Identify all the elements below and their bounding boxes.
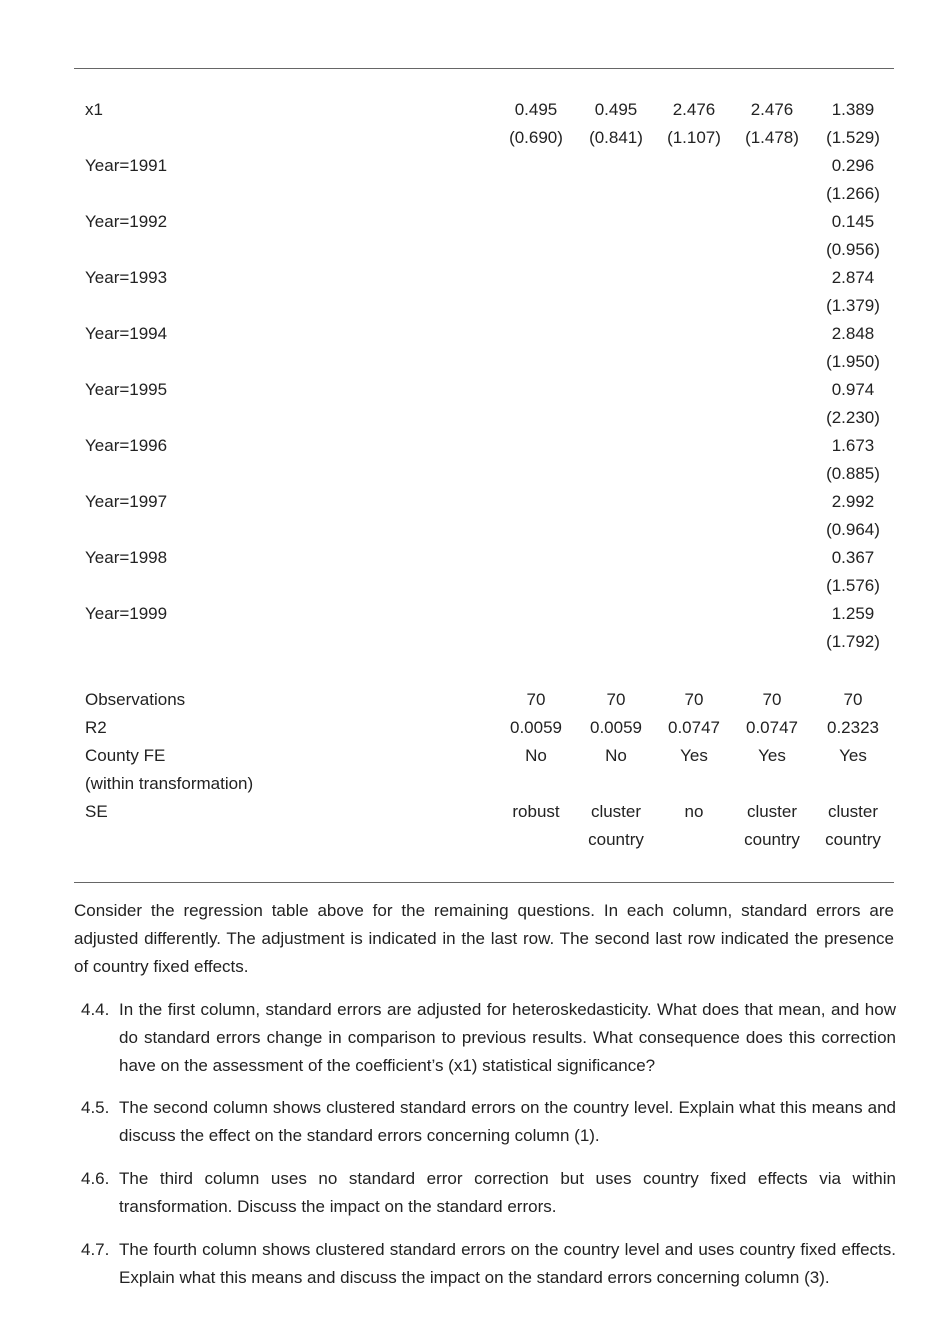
se-type-cell: no <box>684 802 704 821</box>
se-cell: (1.478) <box>745 128 799 147</box>
r2-cell: 0.0059 <box>590 718 642 737</box>
r2-label: R2 <box>85 718 107 737</box>
se-cell: (2.230) <box>826 408 880 427</box>
coef-cell: 2.848 <box>831 324 875 343</box>
r2-cell: 0.0747 <box>668 718 720 737</box>
se-cell: (1.266) <box>826 184 880 203</box>
coef-cell: 0.974 <box>831 380 875 399</box>
coef-cell: 0.145 <box>831 212 875 231</box>
observations-cell: 70 <box>843 690 863 709</box>
coef-cell: 2.874 <box>831 268 875 287</box>
table-bottom-rule <box>74 882 894 883</box>
se-cell: (1.576) <box>826 576 880 595</box>
coef-cell: 1.673 <box>831 436 875 455</box>
county-fe-cell: Yes <box>680 746 708 765</box>
se-type-cell: cluster <box>827 802 879 821</box>
question-4-6 <box>81 1165 896 1221</box>
question-number: 4.7. <box>81 1240 110 1259</box>
se-level-cell: country <box>744 830 800 849</box>
question-number: 4.4. <box>81 1000 110 1019</box>
county-fe-cell: No <box>605 746 627 765</box>
row-label-year-1996: Year=1996 <box>85 436 168 455</box>
question-number: 4.6. <box>81 1169 110 1188</box>
row-label-year-1997: Year=1997 <box>85 492 168 511</box>
se-level-cell: country <box>825 830 881 849</box>
row-label-year-1993: Year=1993 <box>85 268 168 287</box>
observations-cell: 70 <box>606 690 626 709</box>
row-label-x1: x1 <box>85 100 103 119</box>
coef-cell: 1.389 <box>831 100 875 119</box>
question-number: 4.5. <box>81 1098 110 1117</box>
se-cell: (1.107) <box>667 128 721 147</box>
se-cell: (0.690) <box>509 128 563 147</box>
se-type-cell: cluster <box>746 802 798 821</box>
row-label-year-1998: Year=1998 <box>85 548 168 567</box>
observations-label: Observations <box>85 690 186 709</box>
observations-cell: 70 <box>762 690 782 709</box>
question-4-4 <box>81 996 896 1080</box>
question-text: In the first column, standard errors are adjusted for heteroskedasticity. What does that mean, and how do standard errors change in comparison to previous results. What consequence does this correction have on the assessment of the coefficient’s (x1) statistical significance? <box>119 1000 896 1075</box>
county-fe-label: County FE <box>85 746 166 765</box>
coef-cell: 1.259 <box>831 604 875 623</box>
question-4-5 <box>81 1094 896 1150</box>
coef-cell: 2.476 <box>750 100 794 119</box>
row-label-year-1991: Year=1991 <box>85 156 168 175</box>
se-level-cell: country <box>588 830 644 849</box>
county-fe-cell: Yes <box>839 746 867 765</box>
se-cell: (0.841) <box>589 128 643 147</box>
se-cell: (1.950) <box>826 352 880 371</box>
question-text: The second column shows clustered standard errors on the country level. Explain what this means and discuss the effect on the standard errors concerning column (1). <box>119 1098 896 1145</box>
se-type-cell: robust <box>512 802 560 821</box>
coef-cell: 2.992 <box>831 492 875 511</box>
se-type-cell: cluster <box>590 802 642 821</box>
coef-cell: 0.495 <box>594 100 638 119</box>
se-cell: (1.792) <box>826 632 880 651</box>
coef-cell: 0.296 <box>831 156 875 175</box>
question-text: The fourth column shows clustered standard errors on the country level and uses country fixed effects. Explain what this means and discuss the impact on the standard errors concerning column (3). <box>119 1240 896 1287</box>
row-label-year-1994: Year=1994 <box>85 324 168 343</box>
r2-cell: 0.0747 <box>746 718 798 737</box>
se-cell: (0.885) <box>826 464 880 483</box>
coef-cell: 0.495 <box>514 100 558 119</box>
intro-paragraph: Consider the regression table above for the remaining questions. In each column, standard errors are adjusted differently. The adjustment is indicated in the last row. The second last row indicated the presence of country fixed effects. <box>74 901 894 976</box>
row-label-year-1992: Year=1992 <box>85 212 168 231</box>
county-fe-sublabel: (within transformation) <box>85 774 254 793</box>
observations-cell: 70 <box>526 690 546 709</box>
se-cell: (1.529) <box>826 128 880 147</box>
coef-cell: 2.476 <box>672 100 716 119</box>
se-cell: (0.956) <box>826 240 880 259</box>
r2-cell: 0.0059 <box>510 718 562 737</box>
r2-cell: 0.2323 <box>827 718 879 737</box>
question-4-7 <box>81 1236 896 1292</box>
county-fe-cell: Yes <box>758 746 786 765</box>
se-label: SE <box>85 802 108 821</box>
observations-cell: 70 <box>684 690 704 709</box>
se-cell: (0.964) <box>826 520 880 539</box>
table-top-rule <box>74 68 894 69</box>
row-label-year-1999: Year=1999 <box>85 604 168 623</box>
coef-cell: 0.367 <box>831 548 875 567</box>
county-fe-cell: No <box>525 746 547 765</box>
row-label-year-1995: Year=1995 <box>85 380 168 399</box>
se-cell: (1.379) <box>826 296 880 315</box>
question-text: The third column uses no standard error correction but uses country fixed effects via within transformation. Discuss the impact on the standard errors. <box>119 1169 896 1216</box>
